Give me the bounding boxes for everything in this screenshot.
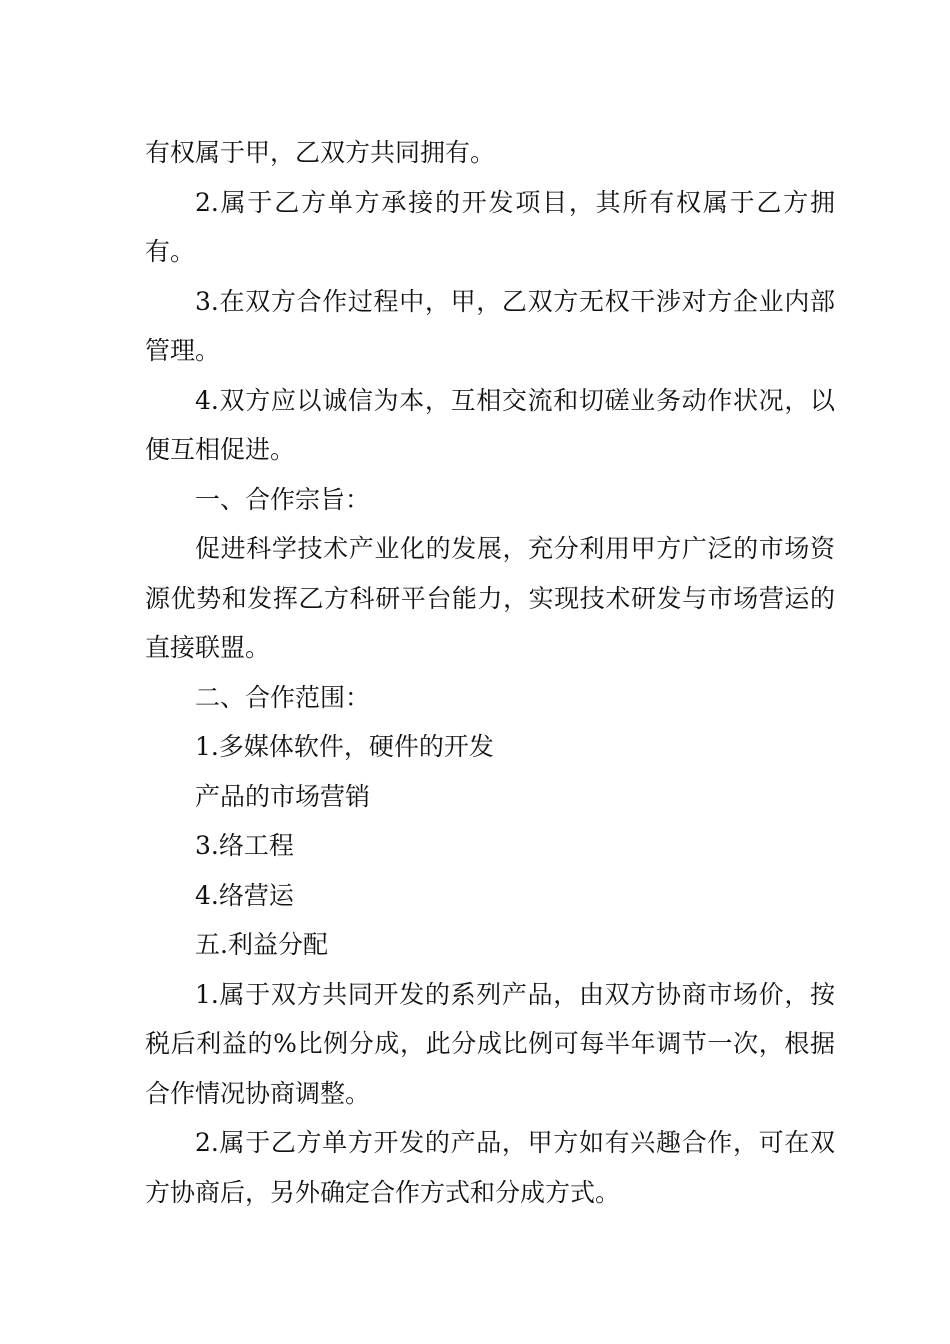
paragraph-no-interference: 3.在双方合作过程中，甲，乙双方无权干涉对方企业内部管理。 [145,286,835,365]
paragraph-profit-joint: 1.属于双方共同开发的系列产品，由双方协商市场价，按税后利益的%比例分成，此分成比例可每半年调节一次，根据合作情况协商调整。 [145,979,835,1108]
paragraph-ownership-party-b: 2.属于乙方单方承接的开发项目，其所有权属于乙方拥有。 [145,187,835,266]
list-item-scope-1: 1.多媒体软件，硬件的开发 [195,732,494,761]
paragraph-ownership-shared: 有权属于甲，乙双方共同拥有。 [145,138,496,167]
paragraph-integrity: 4.双方应以诚信为本，互相交流和切磋业务动作状况，以便互相促进。 [145,385,835,464]
list-item-scope-4: 4.络营运 [195,880,294,910]
paragraph-profit-party-b: 2.属于乙方单方开发的产品，甲方如有兴趣合作，可在双方协商后，另外确定合作方式和分成方式。 [145,1128,835,1207]
heading-profit-distribution: 五.利益分配 [195,930,328,959]
document-body [145,128,835,1217]
heading-cooperation-purpose: 一、合作宗旨： [195,484,371,514]
list-item-scope-2: 产品的市场营销 [195,781,371,811]
paragraph-purpose-text: 促进科学技术产业化的发展，充分利用甲方广泛的市场资源优势和发挥乙方科研平台能力，实现技术研发与市场营运的直接联盟。 [145,534,835,662]
list-item-scope-3: 3.络工程 [195,831,294,860]
heading-cooperation-scope: 二、合作范围： [195,682,371,712]
